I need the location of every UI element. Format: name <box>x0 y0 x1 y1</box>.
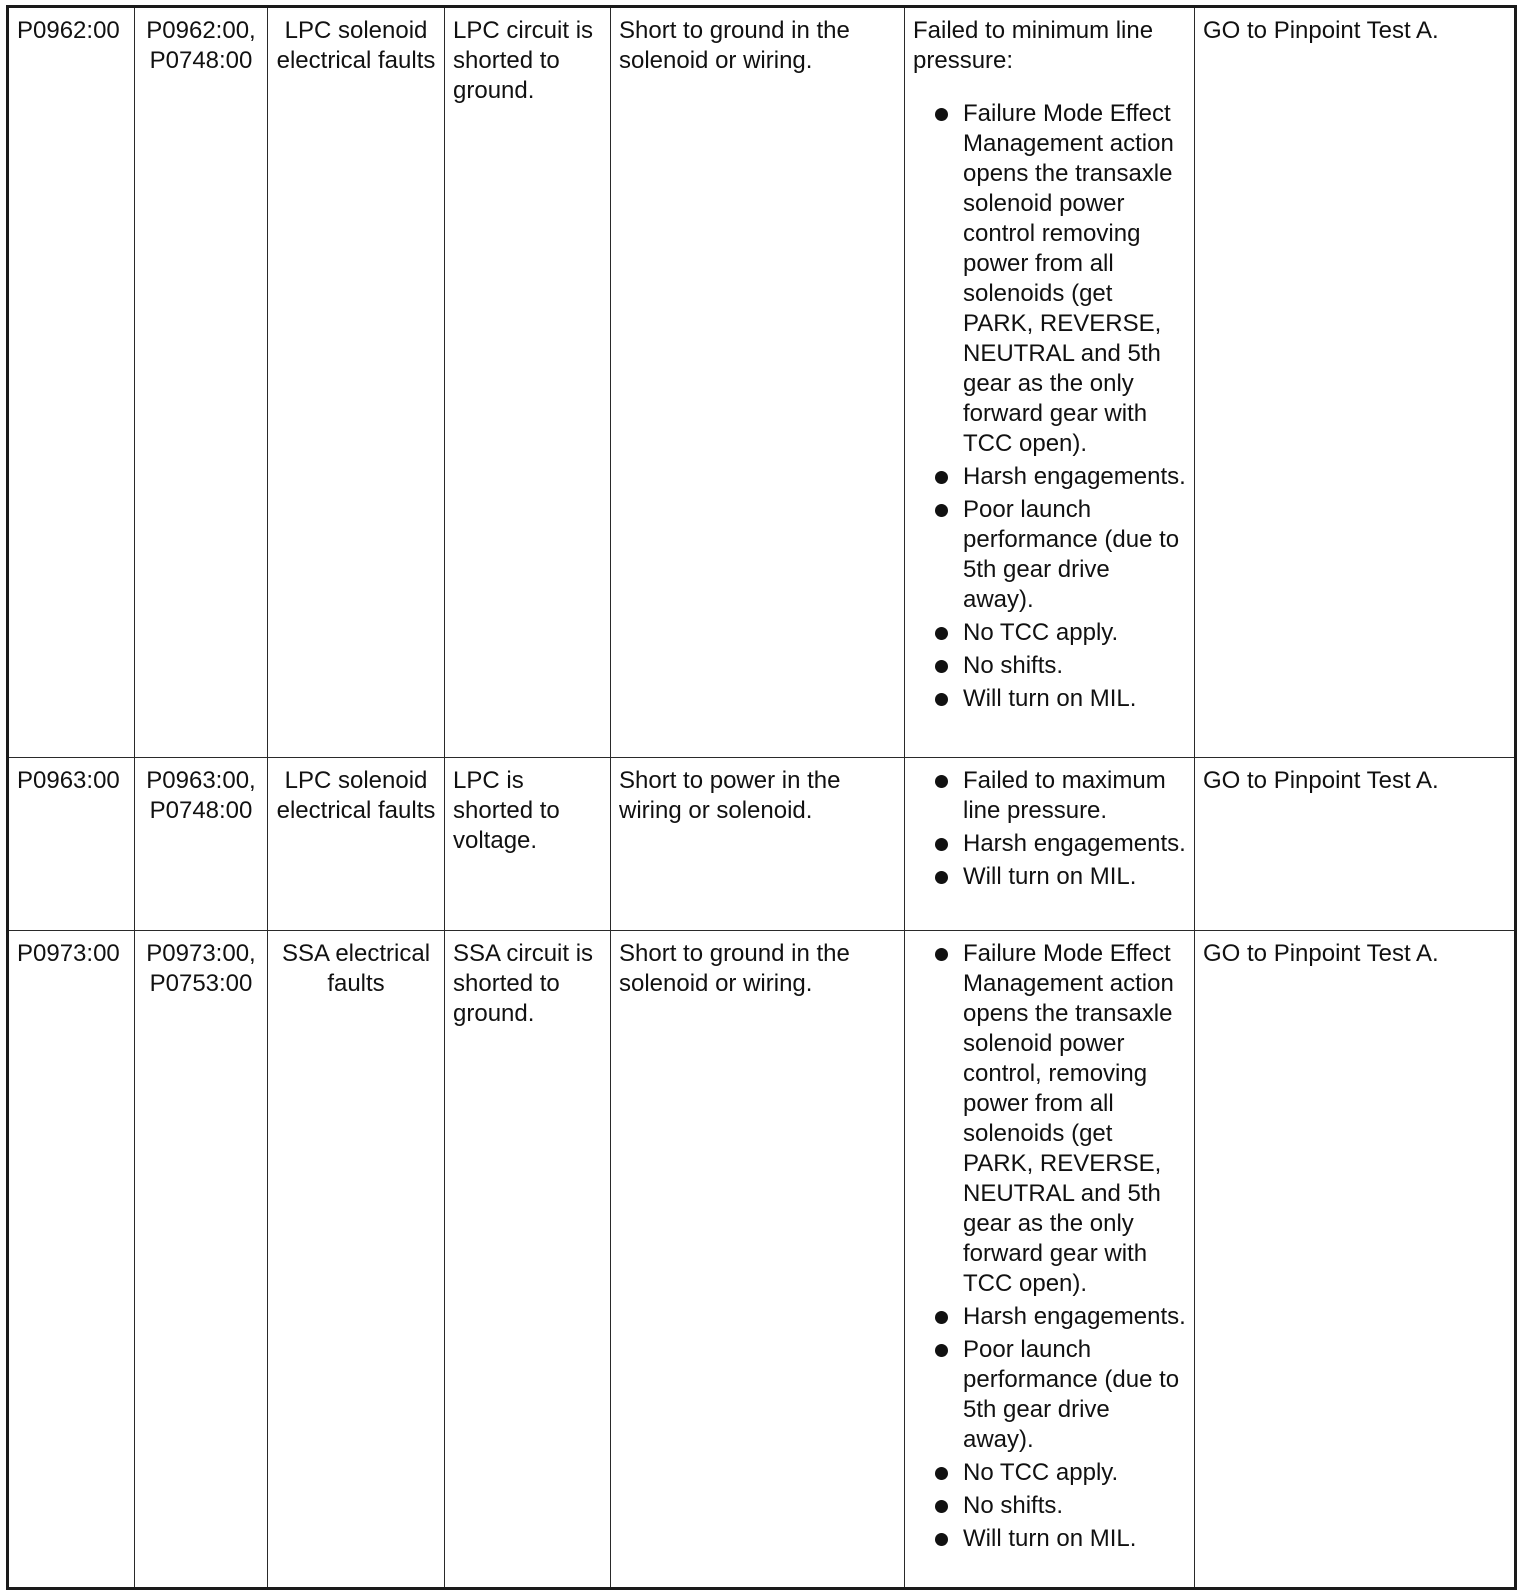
description-cell: LPC solenoid electrical faults <box>268 7 445 758</box>
symptom-list <box>913 766 1186 892</box>
list-item: Failed to maximum line pressure. <box>913 766 1186 826</box>
list-item: Will turn on MIL. <box>913 1524 1186 1554</box>
condition-cell: LPC is shorted to voltage. <box>445 758 611 931</box>
description-cell: SSA electrical faults <box>268 931 445 1589</box>
table-row <box>8 7 1516 758</box>
possible-sources-cell: Short to power in the wiring or solenoid. <box>611 758 905 931</box>
table-row <box>8 758 1516 931</box>
action-cell: GO to Pinpoint Test A. <box>1195 931 1516 1589</box>
description-cell: LPC solenoid electrical faults <box>268 758 445 931</box>
list-item: No TCC apply. <box>913 1458 1186 1488</box>
related-codes-cell: P0962:00, P0748:00 <box>135 7 268 758</box>
list-item: Will turn on MIL. <box>913 684 1186 714</box>
dtc-code-cell: P0962:00 <box>8 7 135 758</box>
related-codes-cell: P0963:00, P0748:00 <box>135 758 268 931</box>
symptoms-cell <box>905 758 1195 931</box>
symptom-list <box>913 939 1186 1554</box>
related-codes-cell: P0973:00, P0753:00 <box>135 931 268 1589</box>
symptom-list <box>913 99 1186 714</box>
list-item: No shifts. <box>913 651 1186 681</box>
symptom-intro: Failed to minimum line pressure: <box>913 17 1154 74</box>
symptoms-cell <box>905 7 1195 758</box>
list-item: Failure Mode Effect Management action opens the transaxle solenoid power control removing power from all solenoids (get PARK, REVERSE, NEUTRAL and 5th gear as the only forward gear with TCC open). <box>913 99 1186 459</box>
list-item: Poor launch performance (due to 5th gear drive away). <box>913 495 1186 615</box>
list-item: No shifts. <box>913 1491 1186 1521</box>
symptoms-cell <box>905 931 1195 1589</box>
possible-sources-cell: Short to ground in the solenoid or wiring. <box>611 7 905 758</box>
list-item: Harsh engagements. <box>913 829 1186 859</box>
condition-cell: LPC circuit is shorted to ground. <box>445 7 611 758</box>
list-item: Harsh engagements. <box>913 462 1186 492</box>
list-item: Failure Mode Effect Management action opens the transaxle solenoid power control, removing power from all solenoids (get PARK, REVERSE, NEUTRAL and 5th gear as the only forward gear with TCC open). <box>913 939 1186 1299</box>
list-item: No TCC apply. <box>913 618 1186 648</box>
table-row <box>8 931 1516 1589</box>
list-item: Harsh engagements. <box>913 1302 1186 1332</box>
condition-cell: SSA circuit is shorted to ground. <box>445 931 611 1589</box>
action-cell: GO to Pinpoint Test A. <box>1195 758 1516 931</box>
list-item: Will turn on MIL. <box>913 862 1186 892</box>
dtc-table <box>6 5 1517 1590</box>
list-item: Poor launch performance (due to 5th gear drive away). <box>913 1335 1186 1455</box>
dtc-code-cell: P0973:00 <box>8 931 135 1589</box>
action-cell: GO to Pinpoint Test A. <box>1195 7 1516 758</box>
dtc-code-cell: P0963:00 <box>8 758 135 931</box>
possible-sources-cell: Short to ground in the solenoid or wiring. <box>611 931 905 1589</box>
